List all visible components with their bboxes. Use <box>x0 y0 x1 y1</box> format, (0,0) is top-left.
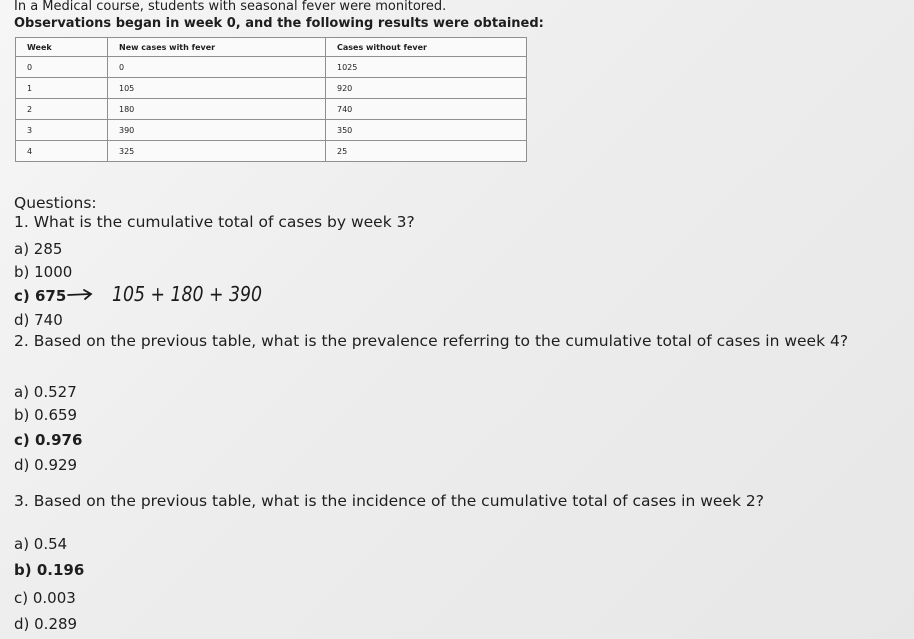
table-cell: 3 <box>16 120 108 141</box>
question-3-option-d: d) 0.289 <box>14 615 78 633</box>
table-row <box>16 99 527 120</box>
question-1-option-d: d) 740 <box>14 311 63 329</box>
question-2-option-a: a) 0.527 <box>14 383 77 401</box>
table-row <box>16 78 527 99</box>
table-row <box>16 141 527 162</box>
table-cell: 105 <box>108 78 326 99</box>
table-cell: 25 <box>326 141 527 162</box>
table-cell: 920 <box>326 78 527 99</box>
header-week: Week <box>16 38 108 57</box>
intro-line-1: In a Medical course, students with seasonal fever were monitored. <box>14 0 447 14</box>
table-cell: 0 <box>108 57 326 78</box>
question-1-option-a: a) 285 <box>14 240 63 258</box>
table-cell: 390 <box>108 120 326 141</box>
question-2-option-b: b) 0.659 <box>14 406 78 424</box>
question-2-option-c: c) 0.976 <box>14 431 83 449</box>
question-3-text: 3. Based on the previous table, what is the incidence of the cumulative total of cases in week 2? <box>14 492 764 510</box>
header-new-cases: New cases with fever <box>108 38 326 57</box>
table-header-row <box>16 38 527 57</box>
table-cell: 180 <box>108 99 326 120</box>
question-2-text: 2. Based on the previous table, what is the prevalence referring to the cumulative total of cases in week 4? <box>14 332 849 350</box>
table-cell: 4 <box>16 141 108 162</box>
table-row <box>16 120 527 141</box>
question-1-option-b: b) 1000 <box>14 263 73 281</box>
table-cell: 1025 <box>326 57 527 78</box>
question-1-option-c: c) 675 <box>14 287 67 305</box>
table-cell: 350 <box>326 120 527 141</box>
table-cell: 325 <box>108 141 326 162</box>
table-cell: 1 <box>16 78 108 99</box>
table-cell: 740 <box>326 99 527 120</box>
questions-heading: Questions: <box>14 194 97 212</box>
table-cell: 0 <box>16 57 108 78</box>
results-table <box>15 37 527 162</box>
handwritten-sum: 105 + 180 + 390 <box>112 282 262 306</box>
question-3-option-b: b) 0.196 <box>14 561 85 579</box>
table-row <box>16 57 527 78</box>
table-cell: 2 <box>16 99 108 120</box>
question-2-option-d: d) 0.929 <box>14 456 78 474</box>
arrow-icon <box>68 290 91 299</box>
question-3-option-a: a) 0.54 <box>14 535 68 553</box>
question-1-text: 1. What is the cumulative total of cases by week 3? <box>14 213 415 231</box>
header-cases-without-fever: Cases without fever <box>326 38 527 57</box>
intro-line-2: Observations began in week 0, and the following results were obtained: <box>14 16 544 31</box>
question-3-option-c: c) 0.003 <box>14 589 76 607</box>
handwritten-annotation <box>66 279 286 309</box>
